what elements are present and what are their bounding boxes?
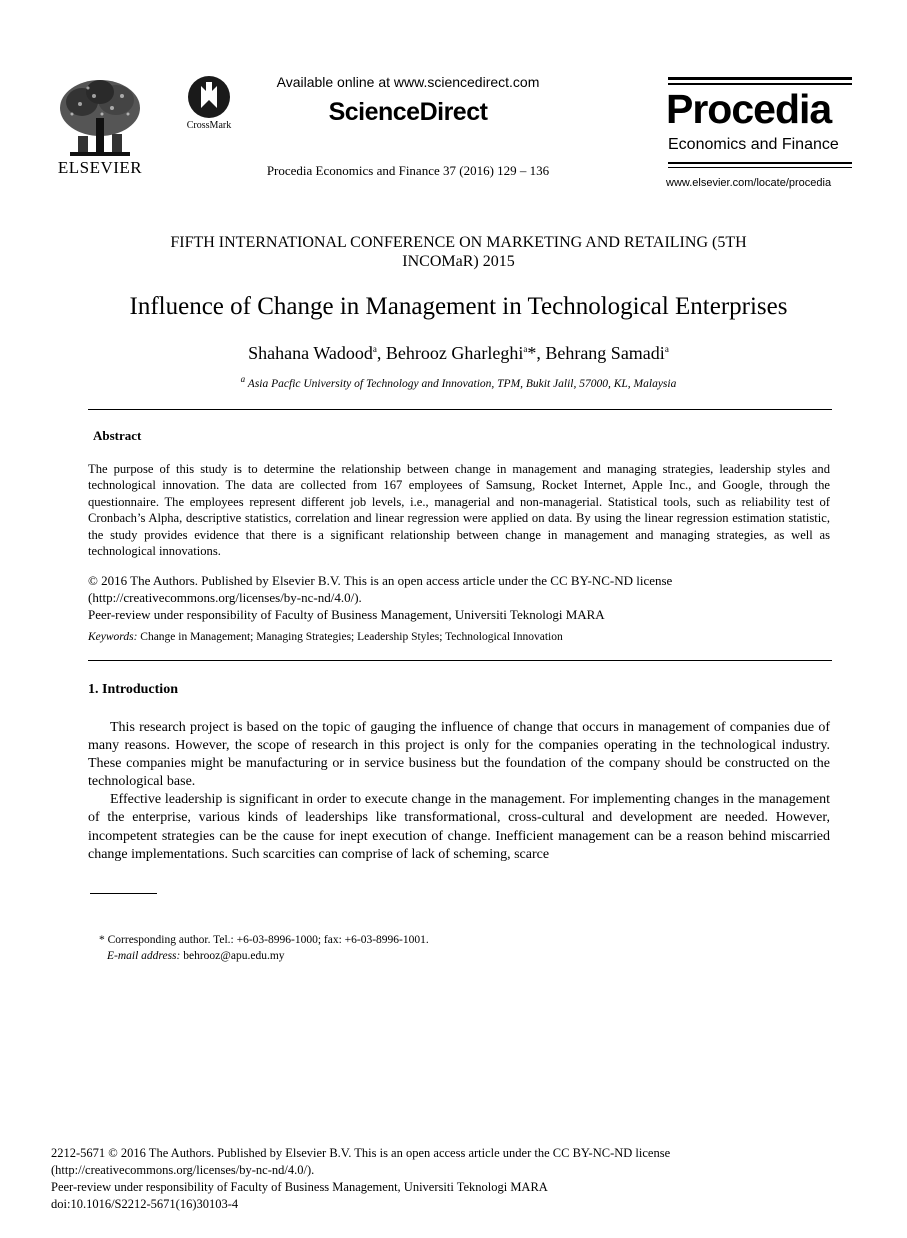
- license-statement: © 2016 The Authors. Published by Elsevier B.V. This is an open access article under the CC BY-NC-ND license (http://creativecommons.org/licenses/by-nc-nd/4.0/). Peer-review under responsibility of Faculty of Business Management, Universiti Teknologi MARA: [88, 573, 673, 622]
- abstract-top-rule: [88, 409, 832, 410]
- procedia-top-rule-2: [668, 83, 852, 85]
- footer-license-link[interactable]: http://creativecommons.org/licenses/by-nc-nd/4.0/: [55, 1163, 307, 1177]
- crossmark-label: CrossMark: [186, 120, 232, 131]
- abstract-bottom-rule: [88, 660, 832, 661]
- footer-doi[interactable]: doi:10.1016/S2212-5671(16)30103-4: [51, 1197, 239, 1211]
- procedia-url[interactable]: www.elsevier.com/locate/procedia: [666, 177, 832, 189]
- author-name[interactable]: Behrang Samadi: [545, 343, 665, 363]
- section-heading-introduction: 1. Introduction: [88, 682, 178, 697]
- available-online: Available online at www.sciencedirect.com: [276, 74, 540, 90]
- procedia-subtitle: Economics and Finance: [668, 136, 839, 153]
- conference-line-2: INCOMaR) 2015: [402, 253, 515, 270]
- abstract-body: The purpose of this study is to determine the relationship between change in management and managing strategies, leadership styles and technological innovation. The data are collected from 167 employees of Samsung, Rocket Internet, Apple Inc., and Google, through the questionnaire. The employees represent different job levels, i.e., managerial and non-managerial. Statistical tools, such as reliability test of Cronbach’s Alpha, descriptive statistics, correlation and linear regression were applied on data. By using the linear regression estimation statistic, the study provides evidence that there is a significant relationship between change in management and managing strategies, as well as technological innovations.: [88, 462, 830, 559]
- keywords-label: Keywords:: [88, 631, 138, 643]
- license-link[interactable]: http://creativecommons.org/licenses/by-nc-nd/4.0/: [92, 590, 355, 605]
- email-address[interactable]: behrooz@apu.edu.my: [180, 950, 285, 962]
- crossmark-icon: [180, 74, 238, 120]
- footnote-rule: [90, 893, 157, 894]
- corresponding-author-note: * Corresponding author. Tel.: +6-03-8996-1000; fax: +6-03-8996-1001.: [99, 934, 429, 946]
- elsevier-wordmark: ELSEVIER: [57, 158, 143, 177]
- email-note: E-mail address: behrooz@apu.edu.my: [107, 950, 285, 962]
- procedia-top-rule-1: [668, 77, 852, 80]
- author-list: Shahana Wadood$^a$, Behrooz Gharleghi$^a$*, Behrang Samadi$^a$: [248, 343, 669, 363]
- elsevier-logo: [50, 74, 150, 180]
- conference-line-1: FIFTH INTERNATIONAL CONFERENCE ON MARKETING AND RETAILING (5TH: [170, 234, 747, 251]
- journal-citation: Procedia Economics and Finance 37 (2016) 129 – 136: [266, 163, 550, 178]
- elsevier-tree-icon: [50, 74, 150, 160]
- paper-title: Influence of Change in Management in Technological Enterprises: [129, 293, 788, 320]
- procedia-bottom-rule-1: [668, 162, 852, 164]
- introduction-body: [88, 719, 830, 864]
- procedia-title: Procedia: [666, 86, 832, 132]
- abstract-heading: Abstract: [93, 428, 142, 443]
- sciencedirect-logo: ScienceDirect: [328, 98, 488, 126]
- paragraph: This research project is based on the topic of gauging the influence of change that occurs in management of companies due of many reasons. However, the scope of research in this project is only for the companies operating in the technological industry. These companies might be manufacturing or in service business but the foundation of the company should be constructed on the technological base.: [88, 720, 830, 790]
- page-footer: 2212-5671 © 2016 The Authors. Published by Elsevier B.V. This is an open access article under the CC BY-NC-ND license (http://creativecommons.org/licenses/by-nc-nd/4.0/). Peer-review under responsibility of Faculty of Business Management, Universiti Teknologi MARA doi:10.1016/S2212-5671(16)30103-4: [51, 1145, 871, 1213]
- footer-peer-review: Peer-review under responsibility of Faculty of Business Management, Universiti Teknologi MARA: [51, 1180, 548, 1194]
- author-name[interactable]: Shahana Wadood: [248, 343, 373, 363]
- procedia-bottom-rule-2: [668, 167, 852, 168]
- author-name[interactable]: Behrooz Gharleghi: [385, 343, 524, 363]
- keywords: Keywords: Change in Management; Managing Strategies; Leadership Styles; Technological Innovation: [88, 631, 563, 643]
- paragraph: Effective leadership is significant in order to execute change in the management. For implementing changes in the management of the enterprise, various kinds of leaderships like transformational, cross-cultural and development are needed. However, incompetent strategies can be the cause for inept execution of change. Inefficient management can be a reason behind miscarried change implementations. Such scarcities can comprise of lack of scheming, scarce: [88, 792, 830, 862]
- footer-license: 2212-5671 © 2016 The Authors. Published by Elsevier B.V. This is an open access article under the CC BY-NC-ND license: [51, 1146, 671, 1160]
- affiliation: $^a$ Asia Pacfic University of Technology and Innovation, TPM, Bukit Jalil, 57000, KL, Malaysia: [240, 374, 677, 390]
- crossmark-logo[interactable]: [180, 74, 238, 134]
